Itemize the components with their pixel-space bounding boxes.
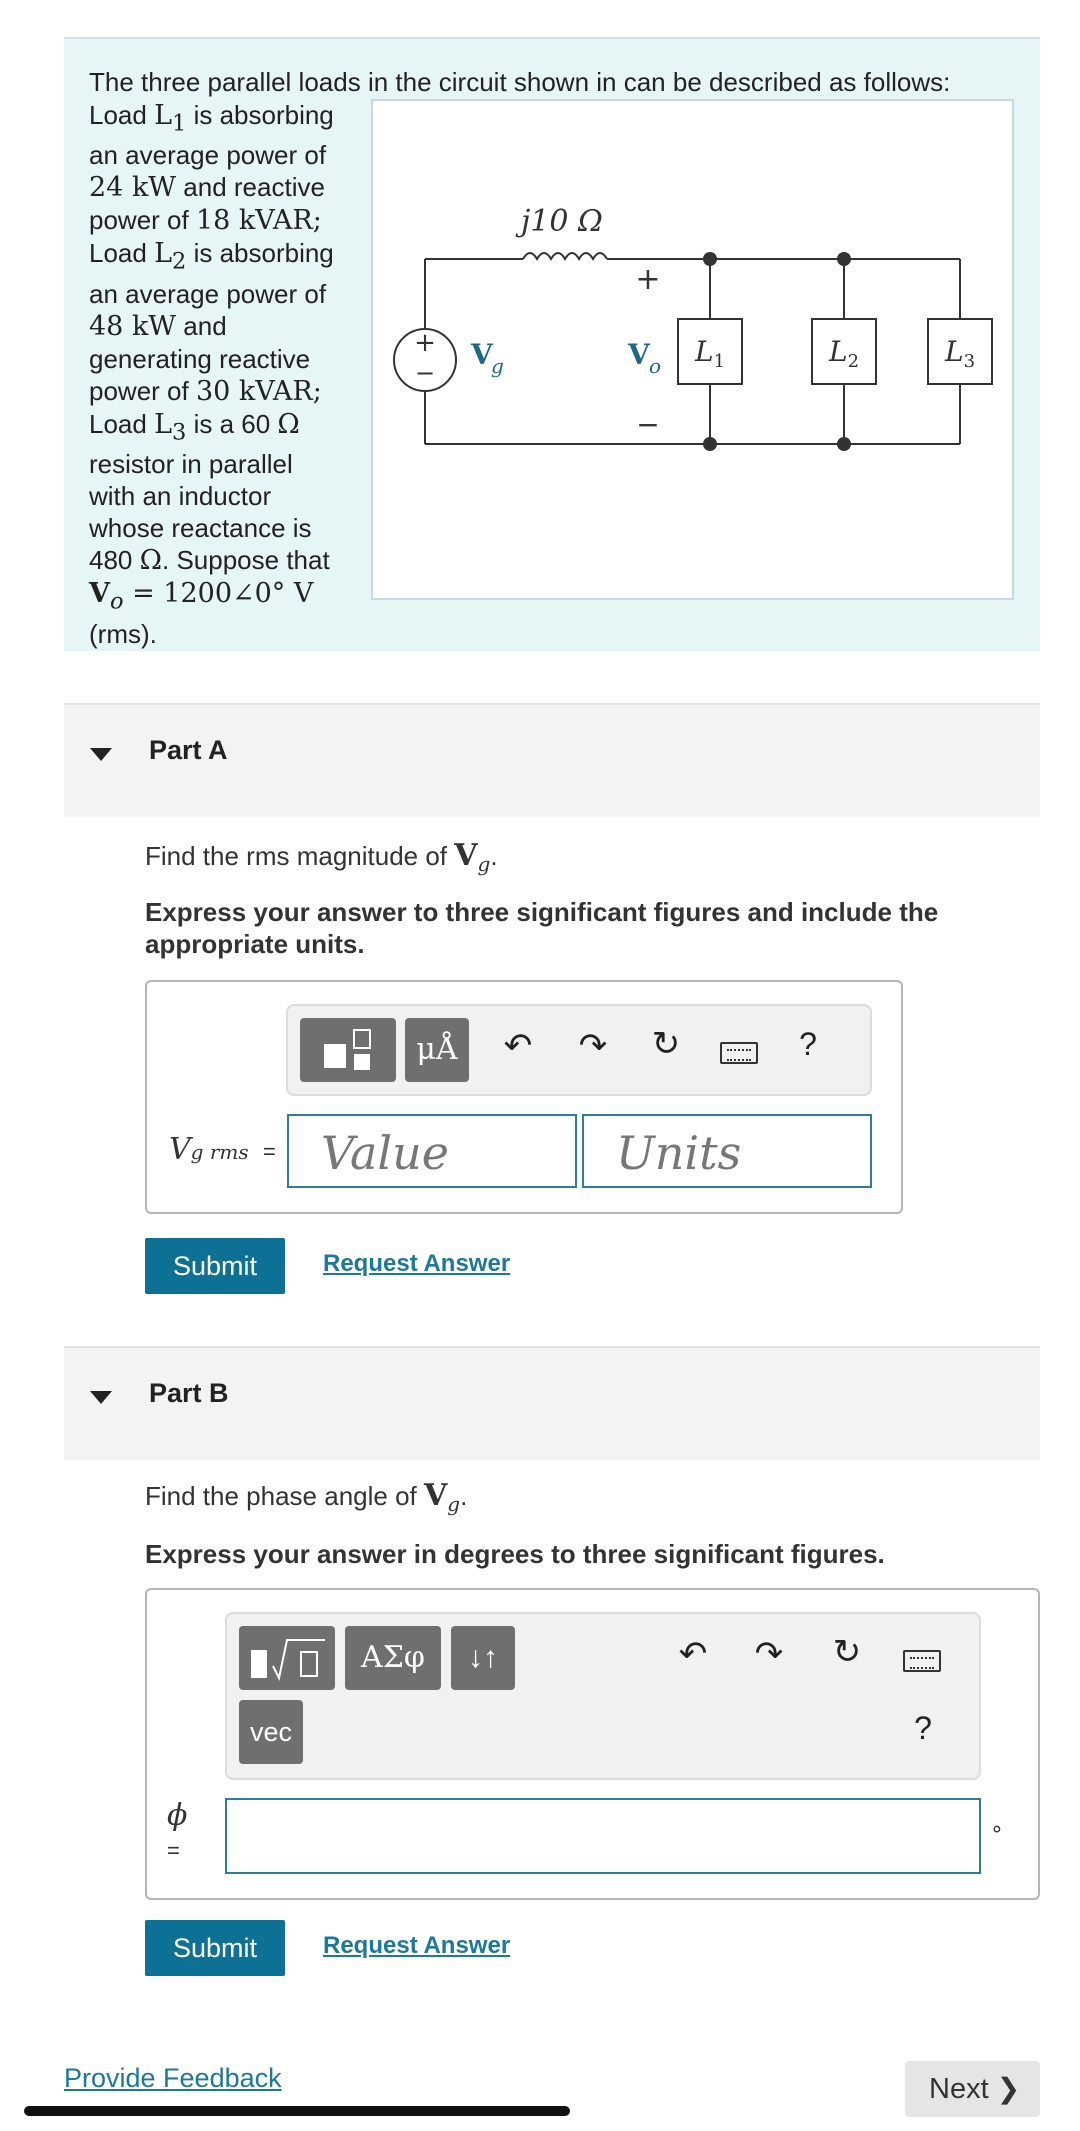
vector-button[interactable]: vec xyxy=(239,1700,303,1764)
problem-text-run: is a 60 xyxy=(186,408,278,439)
part-b-answer-box xyxy=(145,1588,1040,1900)
problem-text-run: resistor in parallel with an inductor whose reactance is 480 xyxy=(89,449,312,576)
part-a-submit-button[interactable]: Submit xyxy=(145,1238,285,1294)
reset-icon[interactable]: ↻ xyxy=(832,1633,862,1671)
vo-minus: − xyxy=(636,408,660,441)
problem-math: 24 kW xyxy=(89,172,177,204)
part-a-header[interactable] xyxy=(64,703,1040,817)
part-a-answer-box xyxy=(145,980,903,1214)
redo-icon[interactable]: ↷ xyxy=(754,1635,784,1673)
load-l2-label: $L_2$ xyxy=(829,335,860,372)
keyboard-icon[interactable] xyxy=(903,1650,941,1672)
part-a-toolbar xyxy=(286,1004,872,1096)
part-a-var-label: Vg rms = xyxy=(169,1132,276,1167)
vo-sub: o xyxy=(649,354,662,378)
problem-text-run: Load xyxy=(89,100,155,130)
help-button[interactable]: ? xyxy=(799,1026,817,1062)
problem-text xyxy=(89,99,339,650)
chevron-right-icon: ❯ xyxy=(996,2073,1021,2104)
problem-math: $V_o$ = 1200∠0° V xyxy=(89,578,314,615)
part-a-request-answer-link[interactable]: Request Answer xyxy=(323,1250,511,1277)
templates-button[interactable] xyxy=(300,1018,396,1082)
part-b-header[interactable] xyxy=(64,1346,1040,1460)
units-symbol-button[interactable]: μÅ xyxy=(405,1018,469,1082)
units-input[interactable]: Units xyxy=(582,1114,872,1188)
vo-plus: + xyxy=(635,262,661,297)
part-b-title: Part B xyxy=(149,1378,229,1408)
templates-button[interactable] xyxy=(239,1626,335,1690)
load-l3-label: $L_3$ xyxy=(945,335,976,372)
part-b-prompt: Find the phase angle of $V_g$. xyxy=(145,1478,468,1517)
collapse-caret-icon[interactable] xyxy=(90,1391,112,1404)
home-indicator xyxy=(24,2106,570,2116)
part-a-title: Part A xyxy=(149,735,228,765)
problem-math: 30 kVAR; xyxy=(195,375,322,407)
problem-math: 18 kVAR; xyxy=(195,205,322,237)
problem-text-run: Load xyxy=(89,238,155,269)
vo-label: V xyxy=(628,338,650,371)
part-b-instruction: Express your answer in degrees to three significant figures. xyxy=(145,1539,885,1569)
problem-math: $L_3$ xyxy=(154,408,187,446)
circuit-diagram xyxy=(373,101,1012,598)
problem-text-run: and generating reactive power of xyxy=(89,310,311,406)
templates-icon xyxy=(300,1018,396,1082)
problem-math: $L_1$ xyxy=(154,100,187,137)
problem-math: Ω xyxy=(139,545,162,577)
source-label: V xyxy=(471,338,493,371)
problem-text-run: Load xyxy=(89,408,155,439)
impedance-label: j10 Ω xyxy=(521,204,603,239)
source-plus: + xyxy=(414,328,436,358)
help-button[interactable]: ? xyxy=(914,1710,932,1746)
reset-icon[interactable]: ↻ xyxy=(651,1025,681,1063)
circuit-figure xyxy=(371,99,1014,600)
value-input[interactable]: Value xyxy=(287,1114,577,1188)
radical-template-icon xyxy=(239,1626,335,1690)
part-a-prompt: Find the rms magnitude of $V_g$. xyxy=(145,838,498,877)
problem-text-run: (rms). xyxy=(89,618,157,649)
source-minus: − xyxy=(414,359,436,387)
sub-superscript-button[interactable]: ↓↑ xyxy=(451,1626,515,1690)
source-sub: g xyxy=(491,354,504,378)
problem-text-run: is absorbing an average power of xyxy=(89,100,334,171)
problem-text-run: . Suppose that xyxy=(162,545,330,576)
part-b-equals: = xyxy=(167,1838,180,1863)
keyboard-icon[interactable] xyxy=(720,1042,758,1064)
problem-text-run: is absorbing an average power of xyxy=(89,238,334,309)
problem-math: $L_2$ xyxy=(154,238,187,275)
part-b-request-answer-link[interactable]: Request Answer xyxy=(323,1932,511,1959)
provide-feedback-link[interactable]: Provide Feedback xyxy=(64,2063,282,2093)
greek-symbols-button[interactable]: ΑΣφ xyxy=(345,1626,441,1690)
problem-intro: The three parallel loads in the circuit shown in can be described as follows: xyxy=(89,67,951,97)
undo-icon[interactable]: ↶ xyxy=(503,1027,533,1065)
next-label: Next xyxy=(929,2073,989,2105)
next-button[interactable] xyxy=(905,2061,1040,2117)
collapse-caret-icon[interactable] xyxy=(90,748,112,761)
load-l1-label: $L_1$ xyxy=(695,335,726,372)
problem-math: 48 kW xyxy=(89,310,177,342)
part-b-toolbar xyxy=(225,1612,981,1780)
problem-text-run: and reactive power of xyxy=(89,172,325,236)
part-b-submit-button[interactable]: Submit xyxy=(145,1920,285,1976)
redo-icon[interactable]: ↷ xyxy=(578,1027,608,1065)
part-b-var-label: ϕ xyxy=(167,1798,188,1833)
degree-unit: ∘ xyxy=(990,1816,1004,1841)
undo-icon[interactable]: ↶ xyxy=(678,1635,708,1673)
part-a-instruction: Express your answer to three significant figures and include the appropriate units. xyxy=(145,897,939,959)
phase-angle-input[interactable] xyxy=(225,1798,981,1874)
problem-math: Ω xyxy=(277,408,300,440)
problem-statement xyxy=(64,37,1040,651)
